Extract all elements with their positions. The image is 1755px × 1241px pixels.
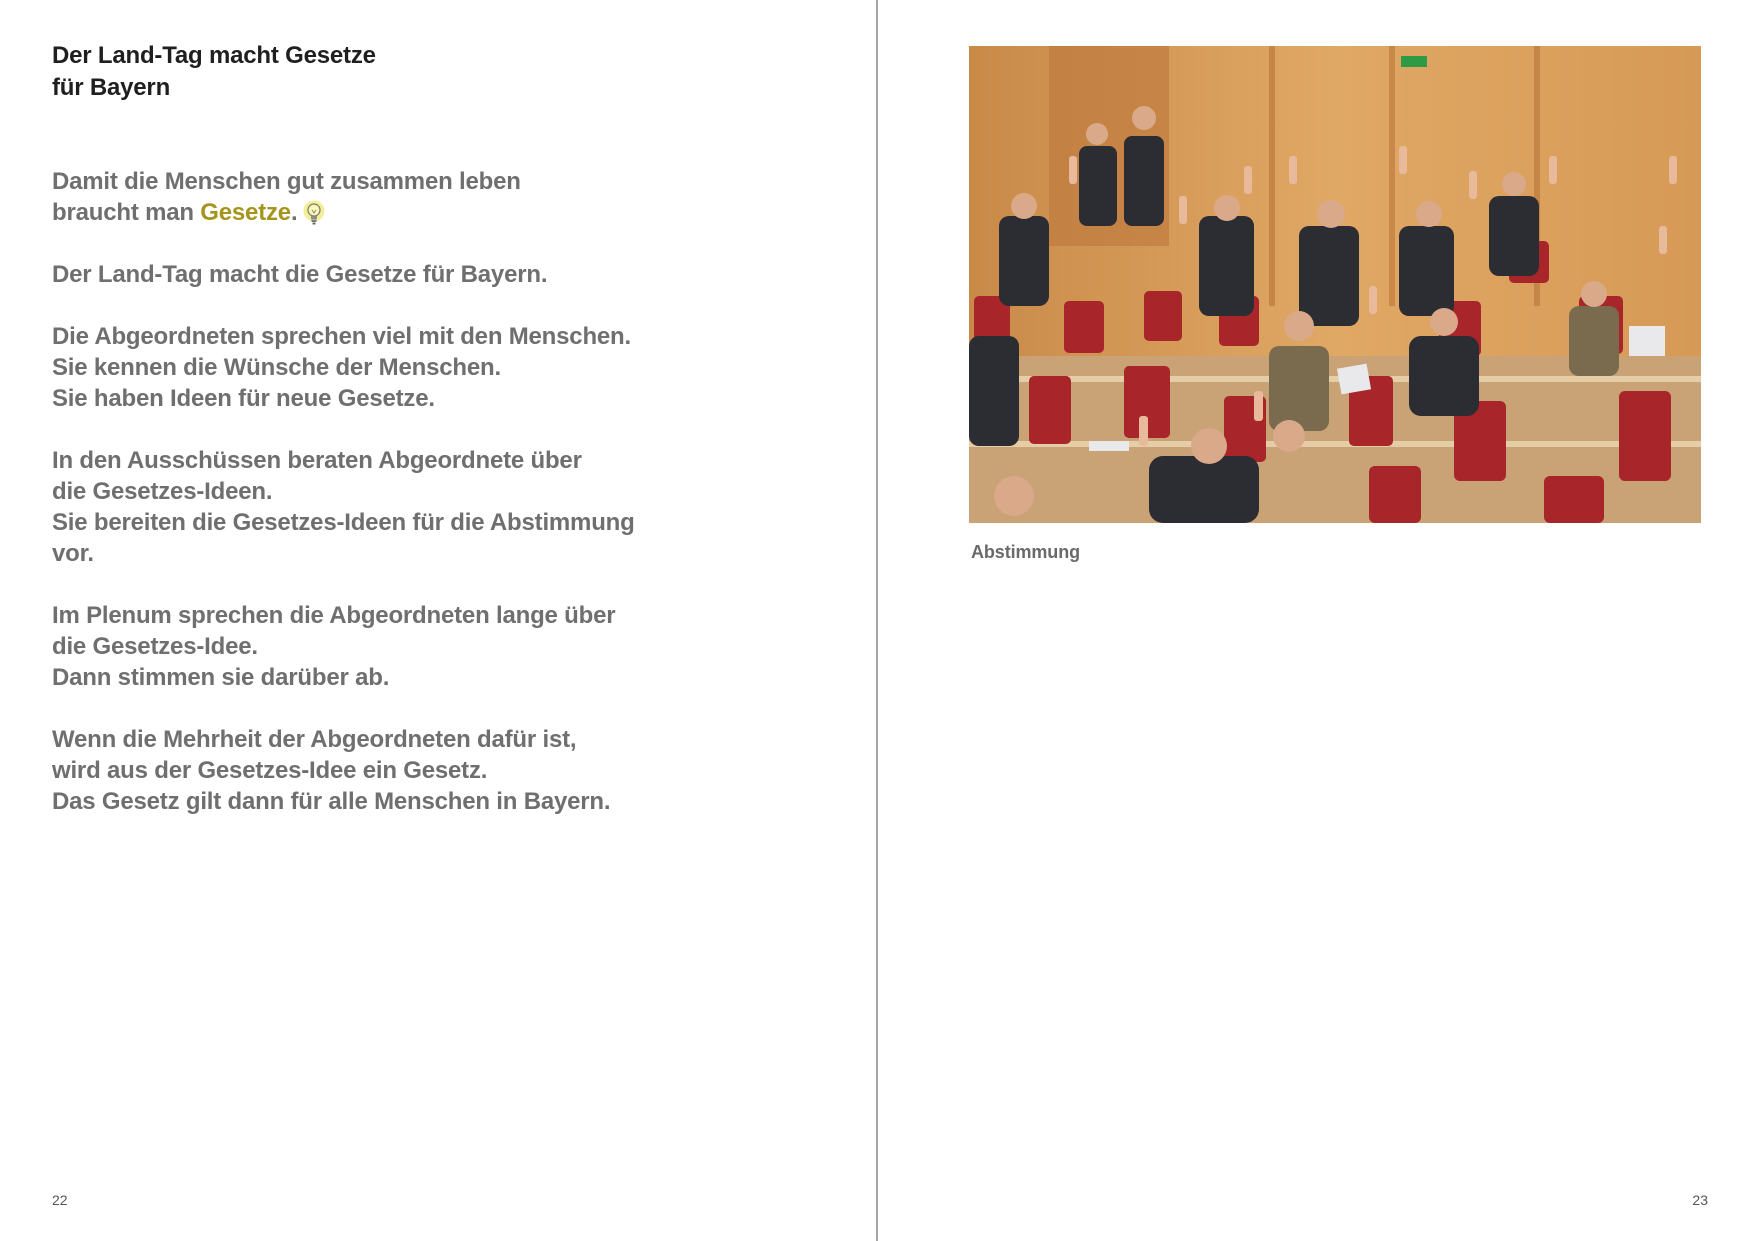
paragraph-2 <box>52 321 752 414</box>
text-line: Wenn die Mehrheit der Abgeordneten dafür ist, <box>52 726 577 753</box>
title-line-2: für Bayern <box>52 74 171 101</box>
body-text <box>52 166 752 848</box>
paragraph-1 <box>52 259 752 290</box>
paragraph-4 <box>52 600 752 693</box>
photo-caption: Abstimmung <box>971 542 1080 562</box>
text-line: In den Ausschüssen beraten Abgeordnete über <box>52 447 582 474</box>
paragraph-intro <box>52 166 752 228</box>
text-line: Sie kennen die Wünsche der Menschen. <box>52 354 501 381</box>
text-fragment: braucht man <box>52 199 201 226</box>
text-line: Im Plenum sprechen die Abgeordneten lange über <box>52 602 616 629</box>
text-line: Das Gesetz gilt dann für alle Menschen in Bayern. <box>52 788 611 815</box>
text-line: Der Land-Tag macht die Gesetze für Bayern. <box>52 261 548 288</box>
text-line: die Gesetzes-Ideen. <box>52 478 273 505</box>
text-line: vor. <box>52 540 94 567</box>
text-fragment: . <box>290 199 298 226</box>
paragraph-3 <box>52 445 752 569</box>
right-page <box>877 0 1755 1241</box>
text-line: Damit die Menschen gut zusammen leben <box>52 168 521 195</box>
glossary-term-link[interactable]: Gesetze <box>200 199 291 226</box>
page-number-left: 22 <box>52 1192 68 1208</box>
page-number-right: 23 <box>1692 1192 1708 1208</box>
text-line <box>52 197 752 228</box>
lightbulb-icon <box>303 200 325 228</box>
text-line: die Gesetzes-Idee. <box>52 633 258 660</box>
text-line: Sie bereiten die Gesetzes-Ideen für die Abstimmung <box>52 509 635 536</box>
left-page <box>0 0 876 1241</box>
text-line: Die Abgeordneten sprechen viel mit den Menschen. <box>52 323 631 350</box>
paragraph-5 <box>52 724 752 817</box>
text-line: Sie haben Ideen für neue Gesetze. <box>52 385 435 412</box>
title-line-1: Der Land-Tag macht Gesetze <box>52 42 376 69</box>
text-line: Dann stimmen sie darüber ab. <box>52 664 390 691</box>
text-line: wird aus der Gesetzes-Idee ein Gesetz. <box>52 757 488 784</box>
plenary-vote-photo <box>969 46 1701 523</box>
page-title <box>52 40 376 104</box>
